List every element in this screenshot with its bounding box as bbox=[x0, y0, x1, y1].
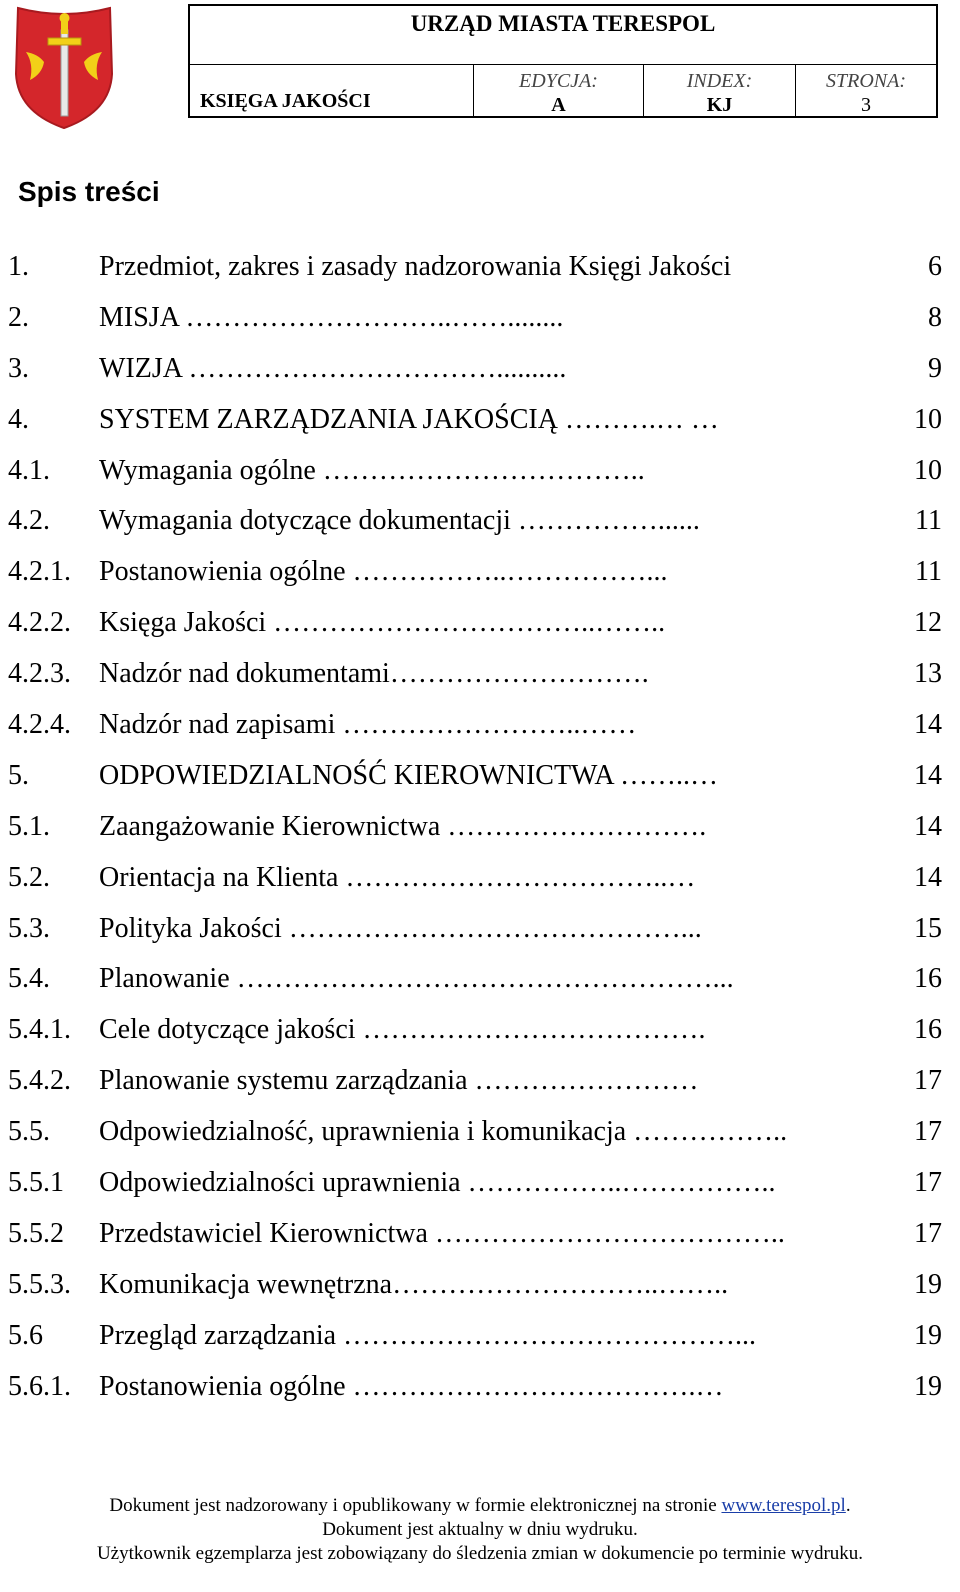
toc-entry-number: 4.1. bbox=[8, 454, 50, 486]
toc-entry-page: 19 bbox=[914, 1370, 942, 1402]
toc-entry-title: Komunikacja wewnętrzna………………………..…….. bbox=[99, 1268, 729, 1300]
toc-entry-number: 4.2.3. bbox=[8, 658, 71, 690]
toc-entry-page: 17 bbox=[914, 1167, 942, 1199]
office-name: URZĄD MIASTA TERESPOL bbox=[190, 6, 936, 65]
toc-entry-page: 14 bbox=[914, 759, 942, 791]
footer-notice bbox=[0, 1494, 960, 1566]
toc-entry[interactable] bbox=[0, 1314, 960, 1365]
toc-entry-title: Planowanie systemu zarządzania …………………… bbox=[99, 1065, 699, 1097]
toc-entry-number: 1. bbox=[8, 251, 29, 282]
toc-entry[interactable] bbox=[0, 1212, 960, 1263]
toc-entry[interactable] bbox=[0, 347, 960, 398]
toc-entry[interactable] bbox=[0, 499, 960, 550]
book-cell bbox=[190, 64, 474, 116]
toc-entry-page: 14 bbox=[914, 709, 942, 741]
toc-entry-title: Postanowienia ogólne ……………………………….… bbox=[99, 1370, 724, 1402]
toc-entry-page: 17 bbox=[914, 1065, 942, 1097]
edition-label: EDYCJA: bbox=[519, 70, 598, 92]
toc-entry-title: Odpowiedzialność, uprawnienia i komunikacja …………….. bbox=[99, 1116, 788, 1148]
toc-entry[interactable] bbox=[0, 754, 960, 805]
toc-entry-page: 19 bbox=[914, 1268, 942, 1300]
toc-heading: Spis treści bbox=[18, 176, 160, 207]
toc-entry-title: WIZJA …………………………….......... bbox=[99, 352, 567, 384]
toc-entry-page: 6 bbox=[928, 251, 942, 282]
toc-entry[interactable] bbox=[0, 1059, 960, 1110]
toc-entry-page: 10 bbox=[914, 403, 942, 435]
book-name: KSIĘGA JAKOŚCI bbox=[200, 90, 371, 112]
toc-entry-title: Wymagania ogólne …………………………….. bbox=[99, 454, 645, 486]
toc-entry-page: 17 bbox=[914, 1116, 942, 1148]
toc-entry[interactable] bbox=[0, 550, 960, 601]
page-cell bbox=[796, 64, 936, 116]
toc-entry-title: Przegląd zarządzania ……………………………………... bbox=[99, 1319, 757, 1351]
index-cell bbox=[644, 64, 796, 116]
toc-entry[interactable] bbox=[0, 957, 960, 1008]
edition-cell bbox=[474, 64, 644, 116]
toc-entry-page: 10 bbox=[914, 454, 942, 486]
toc-entry-number: 5.6 bbox=[8, 1319, 43, 1351]
toc-entry-number: 5.5.3. bbox=[8, 1268, 71, 1300]
toc-entry[interactable] bbox=[0, 805, 960, 856]
toc-entry[interactable] bbox=[0, 1161, 960, 1212]
toc-entry-page: 9 bbox=[928, 352, 942, 384]
toc-entry-title: Przedmiot, zakres i zasady nadzorowania Księgi Jakości bbox=[99, 251, 732, 282]
index-value: KJ bbox=[706, 94, 733, 116]
toc-entry-number: 5.1. bbox=[8, 810, 50, 842]
toc-entry-number: 5.4.2. bbox=[8, 1065, 71, 1097]
toc-entry-title: Zaangażowanie Kierownictwa ………………………. bbox=[99, 810, 707, 842]
toc-entry-page: 17 bbox=[914, 1217, 942, 1249]
toc-entry-title: Cele dotyczące jakości ………………………………. bbox=[99, 1014, 706, 1046]
toc-entry-number: 5.4. bbox=[8, 963, 50, 995]
toc-entry-number: 5.6.1. bbox=[8, 1370, 71, 1402]
toc-entry-page: 19 bbox=[914, 1319, 942, 1351]
toc-entry-page: 8 bbox=[928, 301, 942, 333]
toc-entry-title: MISJA ………………………..……........ bbox=[99, 301, 564, 333]
toc-entry-title: Odpowiedzialności uprawnienia ……………..…………….. bbox=[99, 1167, 776, 1199]
toc-entry[interactable] bbox=[0, 296, 960, 347]
toc-entry-title: Przedstawiciel Kierownictwa ……………………………….. bbox=[99, 1217, 785, 1249]
edition-value: A bbox=[551, 94, 566, 116]
toc-entry-page: 16 bbox=[914, 963, 942, 995]
toc-entry[interactable] bbox=[0, 703, 960, 754]
toc-entry[interactable] bbox=[0, 1110, 960, 1161]
toc-entry-number: 3. bbox=[8, 352, 29, 384]
toc-entry-page: 14 bbox=[914, 861, 942, 893]
toc-entry-title: Orientacja na Klienta ……………………………..… bbox=[99, 861, 696, 893]
toc-entry-page: 11 bbox=[915, 505, 942, 537]
website-link[interactable]: www.terespol.pl bbox=[721, 1495, 846, 1516]
toc-entry[interactable] bbox=[0, 449, 960, 500]
toc-entry-title: SYSTEM ZARZĄDZANIA JAKOŚCIĄ ……….… … bbox=[99, 403, 719, 435]
coat-of-arms-logo bbox=[12, 4, 116, 130]
toc-entry-page: 16 bbox=[914, 1014, 942, 1046]
toc-entry-number: 4.2.1. bbox=[8, 556, 71, 588]
toc-entry-number: 2. bbox=[8, 301, 29, 333]
toc-entry-number: 5.5.2 bbox=[8, 1217, 64, 1249]
toc-entry-page: 15 bbox=[914, 912, 942, 944]
toc-entry-number: 4. bbox=[8, 403, 29, 435]
toc-entry-title: Planowanie ……………………………………………... bbox=[99, 963, 734, 995]
toc-entry-number: 5.2. bbox=[8, 861, 50, 893]
footer-line-1-end: . bbox=[845, 1495, 851, 1516]
toc-entry-title: ODPOWIEDZIALNOŚĆ KIEROWNICTWA ……..… bbox=[99, 759, 719, 791]
toc-entry[interactable] bbox=[0, 245, 960, 296]
toc-entry[interactable] bbox=[0, 1263, 960, 1314]
toc-entry-page: 12 bbox=[914, 607, 942, 639]
document-header-table bbox=[188, 4, 938, 118]
footer-line-3: Użytkownik egzemplarza jest zobowiązany do śledzenia zmian w dokumencie po terminie wydruku. bbox=[96, 1543, 864, 1564]
toc-entry-number: 5.4.1. bbox=[8, 1014, 71, 1046]
toc-entry-title: Postanowienia ogólne ……………..……………... bbox=[99, 556, 668, 588]
toc-entry-page: 11 bbox=[915, 556, 942, 588]
toc-entry-number: 4.2.2. bbox=[8, 607, 71, 639]
toc-entry-title: Polityka Jakości ……………………………………... bbox=[99, 912, 702, 944]
toc-entry-number: 4.2.4. bbox=[8, 709, 71, 741]
toc-entry-number: 5.3. bbox=[8, 912, 50, 944]
toc-entry[interactable] bbox=[0, 601, 960, 652]
toc-entry[interactable] bbox=[0, 856, 960, 907]
toc-entry-number: 5.5.1 bbox=[8, 1167, 64, 1199]
toc-entry-title: Nadzór nad zapisami ……………………..…… bbox=[99, 709, 637, 741]
toc-entry[interactable] bbox=[0, 1365, 960, 1416]
toc-entry[interactable] bbox=[0, 907, 960, 958]
toc-entry-number: 5. bbox=[8, 759, 29, 791]
index-label: INDEX: bbox=[686, 70, 753, 92]
table-of-contents bbox=[0, 245, 960, 1415]
toc-entry-number: 5.5. bbox=[8, 1116, 50, 1148]
footer-line-2: Dokument jest aktualny w dniu wydruku. bbox=[322, 1519, 638, 1540]
footer-line-1: Dokument jest nadzorowany i opublikowany w formie elektronicznej na stronie bbox=[109, 1495, 717, 1516]
toc-entry-page: 14 bbox=[914, 810, 942, 842]
toc-entry[interactable] bbox=[0, 1008, 960, 1059]
toc-entry-title: Księga Jakości ……………………………..…….. bbox=[99, 607, 666, 639]
toc-entry-title: Wymagania dotyczące dokumentacji ……………...... bbox=[99, 505, 700, 537]
toc-entry-page: 13 bbox=[914, 658, 942, 690]
toc-entry-number: 4.2. bbox=[8, 505, 50, 537]
toc-entry-title: Nadzór nad dokumentami………………………. bbox=[99, 658, 649, 690]
toc-entry[interactable] bbox=[0, 652, 960, 703]
page-label: STRONA: bbox=[826, 70, 906, 92]
page-value: 3 bbox=[861, 94, 871, 116]
toc-entry[interactable] bbox=[0, 398, 960, 449]
